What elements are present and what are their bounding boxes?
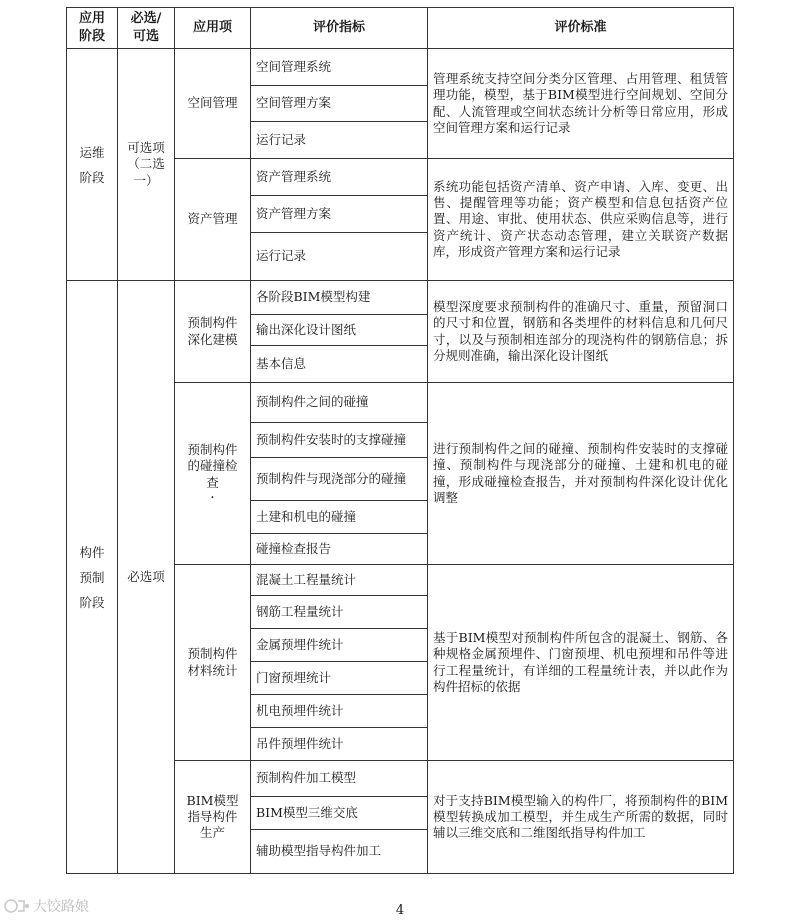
standard-cell: 系统功能包括资产清单、资产申请、入库、变更、出售、提醒管理等功能；资产模型和信息包括资产位置、用途、审批、使用状态、供应采购信息等，进行资产统计、资产状态动态管理，建立关联资产数据库，形成资产管理方案和运行记录	[428, 159, 734, 281]
indicator-cell: 土建和机电的碰撞	[251, 501, 428, 534]
header-choice: 必选/ 可选	[118, 8, 175, 49]
indicator-cell: 辅助模型指导构件加工	[251, 830, 428, 874]
header-item: 应用项	[175, 8, 251, 49]
indicator-cell: 基本信息	[251, 346, 428, 383]
indicator-cell: 预制构件之间的碰撞	[251, 383, 428, 423]
evaluation-table	[66, 7, 734, 874]
indicator-cell: 机电预埋件统计	[251, 695, 428, 728]
header-indicator: 评价指标	[251, 8, 428, 49]
indicator-cell: 各阶段BIM模型构建	[251, 281, 428, 315]
standard-cell: 管理系统支持空间分类分区管理、占用管理、租赁管理功能，模型，基于BIM模型进行空间规划、空间分配、人流管理或空间状态统计分析等日常应用，形成空间管理方案和运行记录	[428, 49, 734, 159]
standard-cell: 基于BIM模型对预制构件所包含的混凝土、钢筋、各种规格金属预埋件、门窗预埋、机电预埋和吊件等进行工程量统计，有详细的工程量统计表，并以此作为构件招标的依据	[428, 565, 734, 761]
indicator-cell: 混凝土工程量统计	[251, 565, 428, 596]
indicator-cell: 资产管理方案	[251, 196, 428, 233]
header-standard: 评价标准	[428, 8, 734, 49]
choice-cell: 必选项	[118, 281, 175, 874]
standard-cell: 对于支持BIM模型输入的构件厂，将预制构件的BIM模型转换成加工模型，并生成生产所需的数据，同时辅以三维交底和二维图纸指导构件加工	[428, 761, 734, 874]
item-cell: 资产管理	[175, 159, 251, 281]
indicator-cell: 空间管理方案	[251, 86, 428, 122]
header-stage: 应用 阶段	[67, 8, 118, 49]
indicator-cell: 金属预埋件统计	[251, 629, 428, 662]
indicator-cell: 资产管理系统	[251, 159, 428, 196]
indicator-cell: 门窗预埋统计	[251, 662, 428, 695]
indicator-cell: 空间管理系统	[251, 49, 428, 86]
item-cell: 预制构件 材料统计	[175, 565, 251, 761]
indicator-cell: 钢筋工程量统计	[251, 596, 428, 629]
standard-cell: 模型深度要求预制构件的准确尺寸、重量，预留洞口的尺寸和位置，钢筋和各类埋件的材料信息和几何尺寸，以及与预制相连部分的现浇构件的钢筋信息；拆分规则准确，输出深化设计图纸	[428, 281, 734, 383]
indicator-cell: 碰撞检查报告	[251, 534, 428, 565]
indicator-cell: 运行记录	[251, 233, 428, 281]
item-cell: 预制构件 深化建模	[175, 281, 251, 383]
choice-cell: 可选项 （二选 一）	[118, 49, 175, 281]
item-cell: 空间管理	[175, 49, 251, 159]
indicator-cell: 预制构件加工模型	[251, 761, 428, 797]
page-number: 4	[395, 903, 405, 918]
watermark-text: 大饺路娘	[33, 899, 89, 915]
item-mark: ·	[210, 489, 215, 506]
indicator-cell: 预制构件与现浇部分的碰撞	[251, 458, 428, 501]
header-row	[67, 8, 734, 49]
stage-cell: 构件 预制 阶段	[67, 281, 118, 874]
standard-cell: 进行预制构件之间的碰撞、预制构件安装时的支撑碰撞、预制构件与现浇部分的碰撞、土建和机电的碰撞，形成碰撞检查报告，并对预制构件深化设计优化调整	[428, 383, 734, 565]
indicator-cell: 输出深化设计图纸	[251, 315, 428, 346]
indicator-cell: 吊件预埋件统计	[251, 728, 428, 761]
item-cell: BIM模型 指导构件 生产	[175, 761, 251, 874]
indicator-cell: BIM模型三维交底	[251, 797, 428, 830]
stage-cell: 运维 阶段	[67, 49, 118, 281]
indicator-cell: 预制构件安装时的支撑碰撞	[251, 423, 428, 458]
item-cell: 预制构件 的碰撞检 查 ·	[175, 383, 251, 565]
indicator-cell: 运行记录	[251, 122, 428, 159]
